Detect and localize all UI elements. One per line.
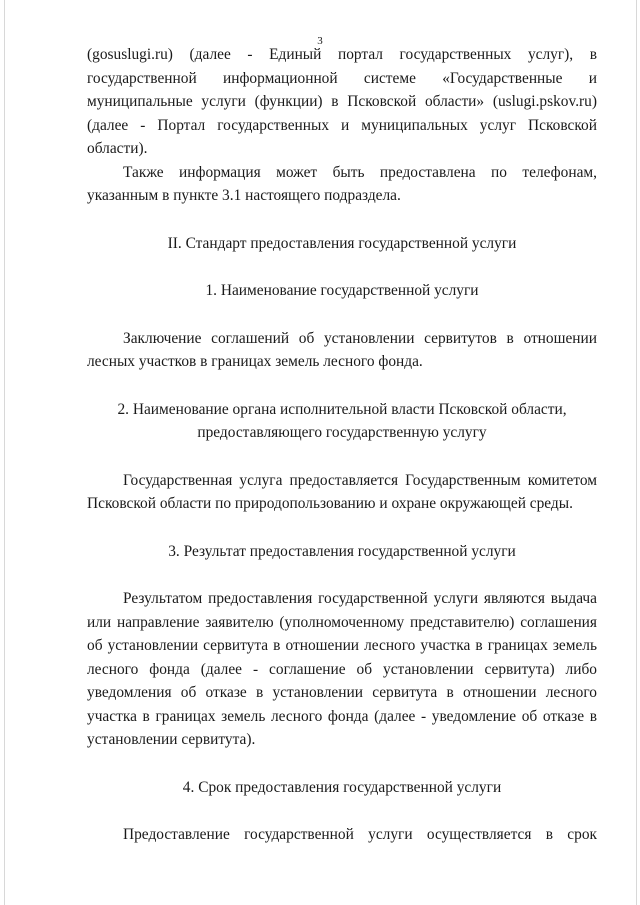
heading-authority-line-1: 2. Наименование органа исполнительной власти Псковской области, [117,400,567,418]
heading-service-term: 4. Срок предоставления государственной услуги [182,778,502,796]
document-body [87,43,597,847]
heading-service-name: 1. Наименование государственной услуги [205,282,479,299]
section-title: II. Стандарт предоставления государственной услуги [167,234,517,252]
paragraph-service-result: Результатом предоставления государственной услуги являются выдача или направление заявителю (уполномоченному представителю) соглашения об установлении сервитута в отношении лесного участка в границах земель лесного фонда (далее - соглашение об установлении сервитута) либо уведомления об отказе в установлении сервитута в отношении лесного участка в границах земель лесного фонда (далее - уведомление об отказе в установлении сервитута). [87,590,597,748]
paragraph-service-name: Заключение соглашений об установлении сервитутов в отношении лесных участков в границах земель лесного фонда. [87,329,597,370]
paragraph-phone-info: Также информация может быть предоставлена по телефонам, указанным в пункте 3.1 настоящего подраздела. [87,163,597,204]
heading-authority-line-2: предоставляющего государственную услугу [197,424,487,441]
page-number: 3 [317,35,323,47]
heading-service-result: 3. Результат предоставления государственной услуги [168,542,516,560]
paragraph-authority: Государственная услуга предоставляется Государственным комитетом Псковской области по природопользованию и охране окружающей среды. [87,471,597,512]
page-right-edge [636,0,637,905]
paragraph-service-term: Предоставление государственной услуги осуществляется в срок [123,826,597,843]
paragraph-portal-info: (gosuslugi.ru) (далее - Единый портал государственных услуг), в государственной информационной системе «Государственные и муниципальные услуги (функции) в Псковской области» (uslugi.pskov.ru) (далее - Портал государственных и муниципальных услуг Псковской области). [87,46,597,157]
page-left-edge [4,0,5,905]
